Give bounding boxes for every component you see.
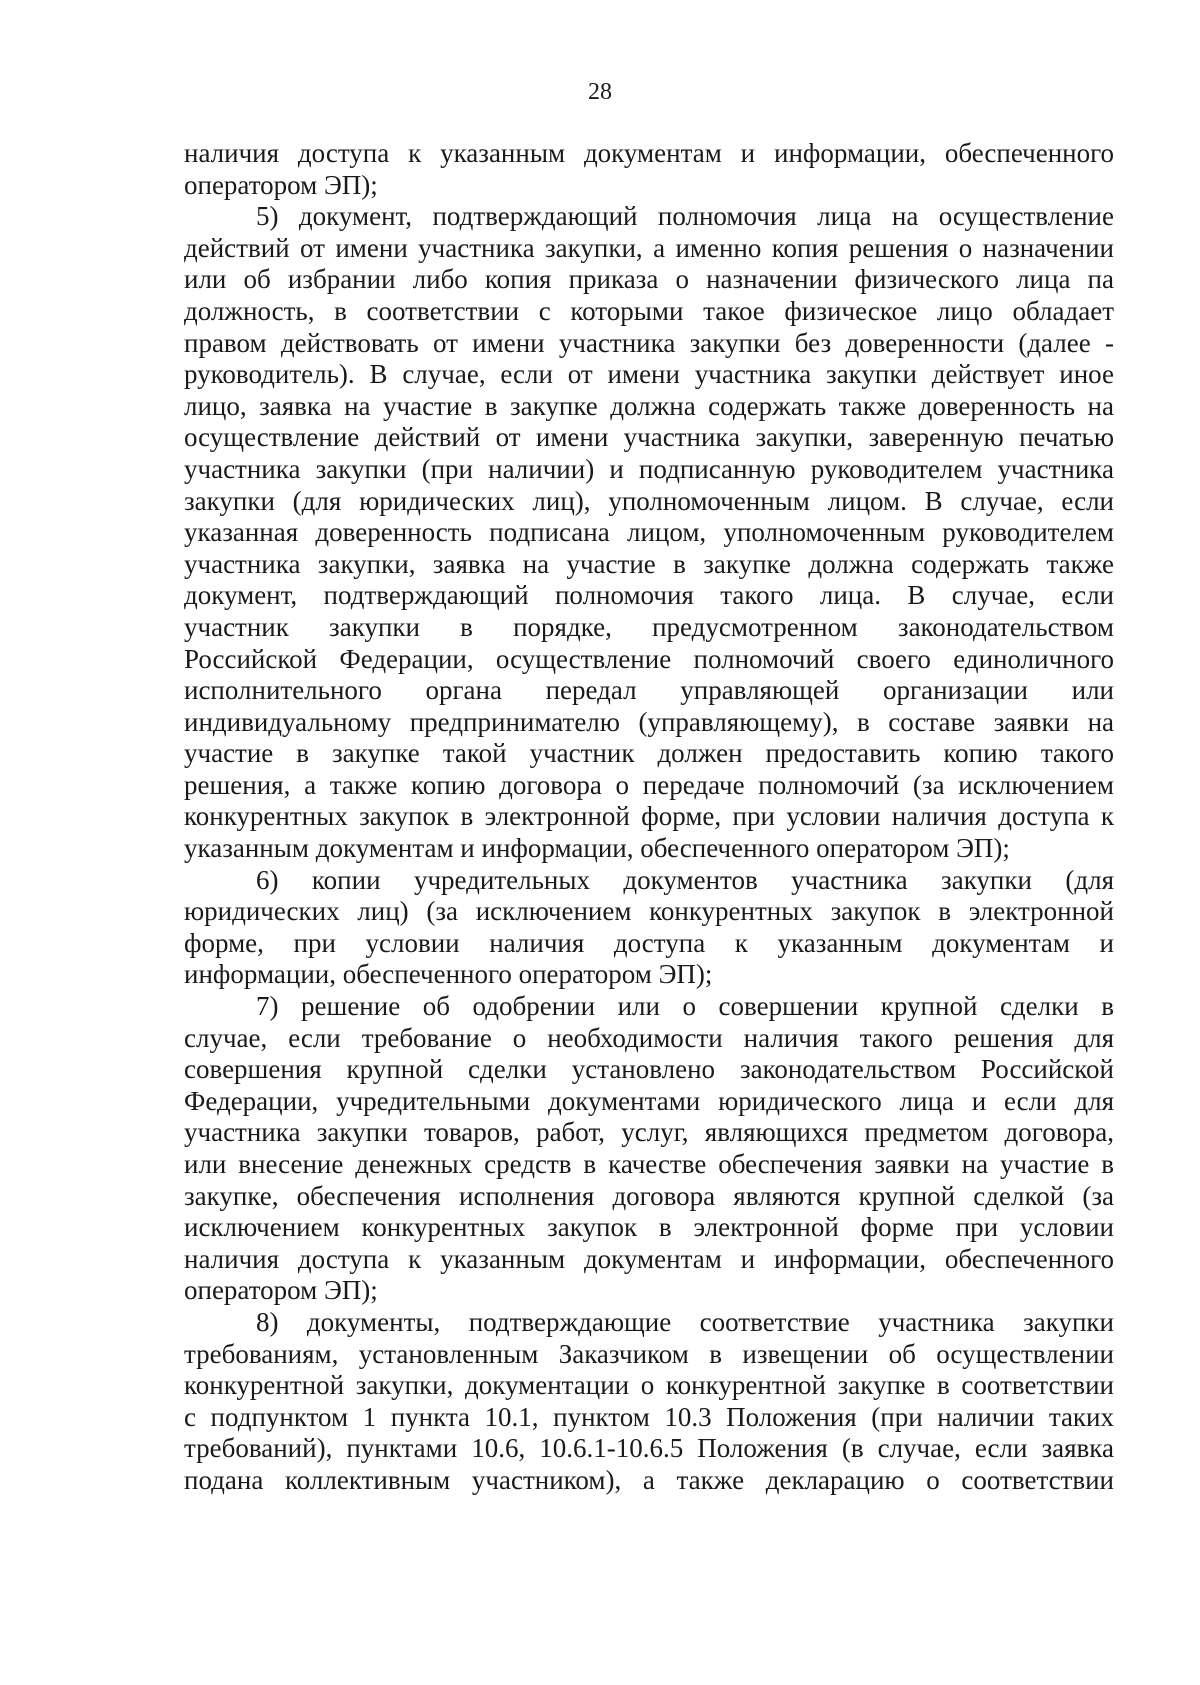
text-line: исключением конкурентных закупок в электронной форме при условии [184, 1212, 1114, 1243]
text-line: участие в закупке такой участник должен предоставить копию такого [184, 738, 1114, 769]
text-line: осуществление действий от имени участника закупки, заверенную печатью [184, 422, 1114, 453]
text-line: конкурентных закупок в электронной форме, при условии наличия доступа к [184, 801, 1114, 832]
text-line: Федерации, учредительными документами юридического лица и если для [184, 1085, 1114, 1116]
text-line: решения, а также копию договора о передаче полномочий (за исключением [184, 769, 1114, 800]
text-line: участника закупки (при наличии) и подписанную руководителем участника [184, 453, 1114, 484]
text-line: или об избрании либо копия приказа о назначении физического лица па [184, 264, 1114, 295]
text-line: Российской Федерации, осуществление полномочий своего единоличного [184, 643, 1114, 674]
text-line: индивидуальному предпринимателю (управляющему), в составе заявки на [184, 706, 1114, 737]
text-line: участника закупки, заявка на участие в закупке должна содержать также [184, 548, 1114, 579]
text-line: подана коллективным участником), а также декларацию о соответствии [184, 1464, 1114, 1495]
text-line: 6) копии учредительных документов участника закупки (для [256, 864, 1114, 895]
text-line: документ, подтверждающий полномочия такого лица. В случае, если [184, 580, 1114, 611]
text-line: 5) документ, подтверждающий полномочия лица на осуществление [256, 201, 1114, 232]
text-line: должность, в соответствии с которыми такое физическое лицо обладает [184, 295, 1114, 326]
text-line: правом действовать от имени участника закупки без доверенности (далее - [184, 327, 1114, 358]
text-line: 7) решение об одобрении или о совершении крупной сделки в [256, 991, 1114, 1022]
text-line: оператором ЭП); [184, 169, 378, 200]
text-line: участника закупки товаров, работ, услуг, являющихся предметом договора, [184, 1117, 1114, 1148]
text-line: случае, если требование о необходимости наличия такого решения для [184, 1022, 1114, 1053]
text-line: наличия доступа к указанным документам и информации, обеспеченного [184, 1243, 1114, 1274]
text-line: закупке, обеспечения исполнения договора являются крупной сделкой (за [184, 1180, 1114, 1211]
text-line: участник закупки в порядке, предусмотренном законодательством [184, 611, 1114, 642]
text-line: форме, при условии наличия доступа к указанным документам и [184, 927, 1114, 958]
document-body [184, 138, 1114, 1497]
text-line: юридических лиц) (за исключением конкурентных закупок в электронной [184, 896, 1114, 927]
text-line: совершения крупной сделки установлено законодательством Российской [184, 1054, 1114, 1085]
text-line: наличия доступа к указанным документам и информации, обеспеченного [184, 138, 1114, 168]
page-number: 28 [588, 79, 612, 105]
text-line: с подпунктом 1 пункта 10.1, пунктом 10.3 Положения (при наличии таких [184, 1401, 1114, 1432]
text-line: требованиям, установленным Заказчиком в извещении об осуществлении [184, 1338, 1114, 1369]
text-line: закупки (для юридических лиц), уполномоченным лицом. В случае, если [184, 485, 1114, 516]
text-line: требований), пунктами 10.6, 10.6.1-10.6.5 Положения (в случае, если заявка [184, 1433, 1114, 1464]
text-line: действий от имени участника закупки, а именно копия решения о назначении [184, 232, 1114, 263]
text-line: исполнительного органа передал управляющей организации или [184, 675, 1114, 706]
text-line: оператором ЭП); [184, 1275, 378, 1306]
text-line: конкурентной закупки, документации о конкурентной закупке в соответствии [184, 1370, 1114, 1401]
text-line: лицо, заявка на участие в закупке должна содержать также доверенность на [184, 390, 1114, 421]
text-line: указанным документам и информации, обеспеченного оператором ЭП); [184, 833, 1010, 864]
text-line: информации, обеспеченного оператором ЭП); [184, 959, 713, 990]
text-line: 8) документы, подтверждающие соответствие участника закупки [256, 1306, 1114, 1337]
text-line: или внесение денежных средств в качестве обеспечения заявки на участие в [184, 1149, 1114, 1179]
text-line: указанная доверенность подписана лицом, уполномоченным руководителем [184, 517, 1114, 548]
text-line: руководитель). В случае, если от имени участника закупки действует иное [184, 359, 1114, 390]
